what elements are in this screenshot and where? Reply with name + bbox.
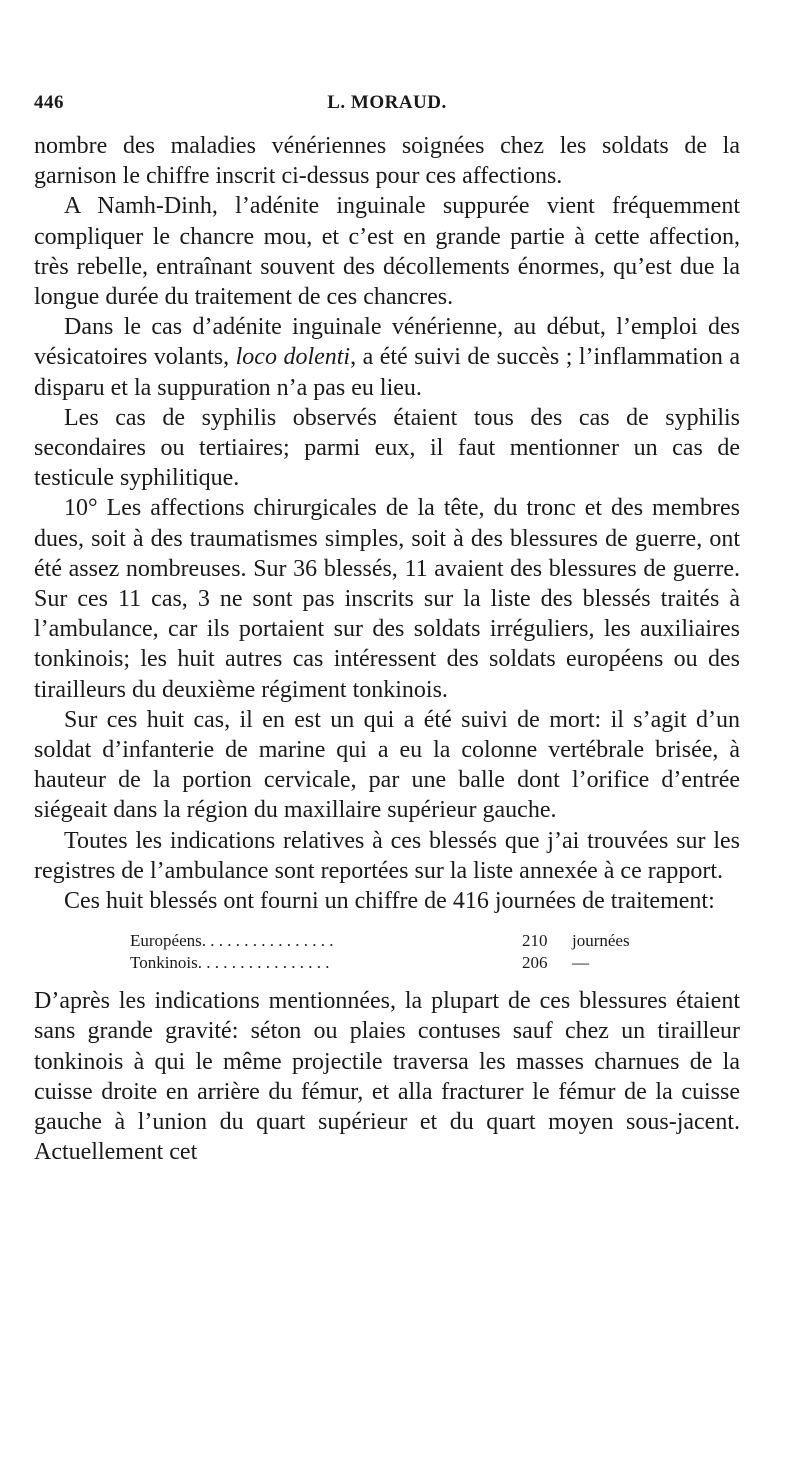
table-row-label: Tonkinois. . . . . . . . . . . . . . . . (130, 953, 330, 973)
table-row (130, 952, 740, 974)
paragraph-1: nombre des maladies vénériennes soignées chez les soldats de la garnison le chiffre inscrit ci-dessus pour ces affections. (34, 133, 740, 190)
table-row-value: 210 (522, 931, 548, 951)
paragraph-3-italic: loco dolenti (235, 344, 351, 371)
paragraph-8: Ces huit blessés ont fourni un chiffre de 416 journées de traitement: (64, 888, 715, 915)
paragraph-7: Toutes les indications relatives à ces blessés que j’ai trouvées sur les registres de l’ambulance sont reportées sur la liste annexée à ce rapport. (34, 827, 740, 884)
table-row-label: Européens. . . . . . . . . . . . . . . . (130, 931, 334, 951)
paragraph-2: A Namh-Dinh, l’adénite inguinale suppurée vient fréquemment compliquer le chancre mou, et c’est en grande partie à cette affection, très rebelle, entraînant souvent des décollements énormes, qu’est due la longue durée du traitement de ces chancres. (34, 193, 740, 311)
page-body (34, 131, 740, 1168)
table-row-unit: journées (572, 931, 630, 951)
paragraph-4: Les cas de syphilis observés étaient tous des cas de syphilis secondaires ou tertiaires; parmi eux, il faut mentionner un cas de testicule syphilitique. (34, 404, 740, 492)
closing-paragraph: D’après les indications mentionnées, la plupart de ces blessures étaient sans grande gravité: séton ou plaies contuses sauf chez un tirailleur tonkinois à qui le même projectile traversa les masses charnues de la cuisse droite en arrière du fémur, et alla fracturer le fémur de la cuisse gauche à l’union du quart supérieur et du quart moyen sous-jacent. Actuellement cet (34, 988, 740, 1166)
table-row-unit: — (572, 953, 589, 973)
treatment-days-table (130, 930, 740, 974)
table-row-value: 206 (522, 953, 548, 973)
running-head: L. MORAUD. (327, 92, 447, 113)
page-header (34, 92, 740, 118)
paragraph-3-after: , a été suivi de succès ; l’inflammation a disparu et la suppuration n’a pas eu lieu. (34, 344, 740, 401)
paragraph-6: Sur ces huit cas, il en est un qui a été suivi de mort: il s’agit d’un soldat d’infanterie de marine qui a eu la colonne vertébrale brisée, à hauteur de la portion cervicale, par une balle dont l’orifice d’entrée siégeait dans la région du maxillaire supérieur gauche. (34, 706, 740, 824)
paragraph-5: 10° Les affections chirurgicales de la tête, du tronc et des membres dues, soit à des traumatismes simples, soit à des blessures de guerre, ont été assez nombreuses. Sur 36 blessés, 11 avaient des blessures de guerre. Sur ces 11 cas, 3 ne sont pas inscrits sur la liste des blessés traités à l’ambulance, car ils portaient sur des soldats irréguliers, les auxiliaires tonkinois; les huit autres cas intéressent des soldats européens ou des tirailleurs du deuxième régiment tonkinois. (34, 495, 740, 703)
paragraph-3-before: Dans le cas d’adénite inguinale vénérienne, au début, l’emploi des vésicatoires volants, (34, 314, 740, 371)
page-number: 446 (34, 92, 64, 113)
table-row (130, 930, 740, 952)
paragraph-3 (34, 312, 740, 403)
